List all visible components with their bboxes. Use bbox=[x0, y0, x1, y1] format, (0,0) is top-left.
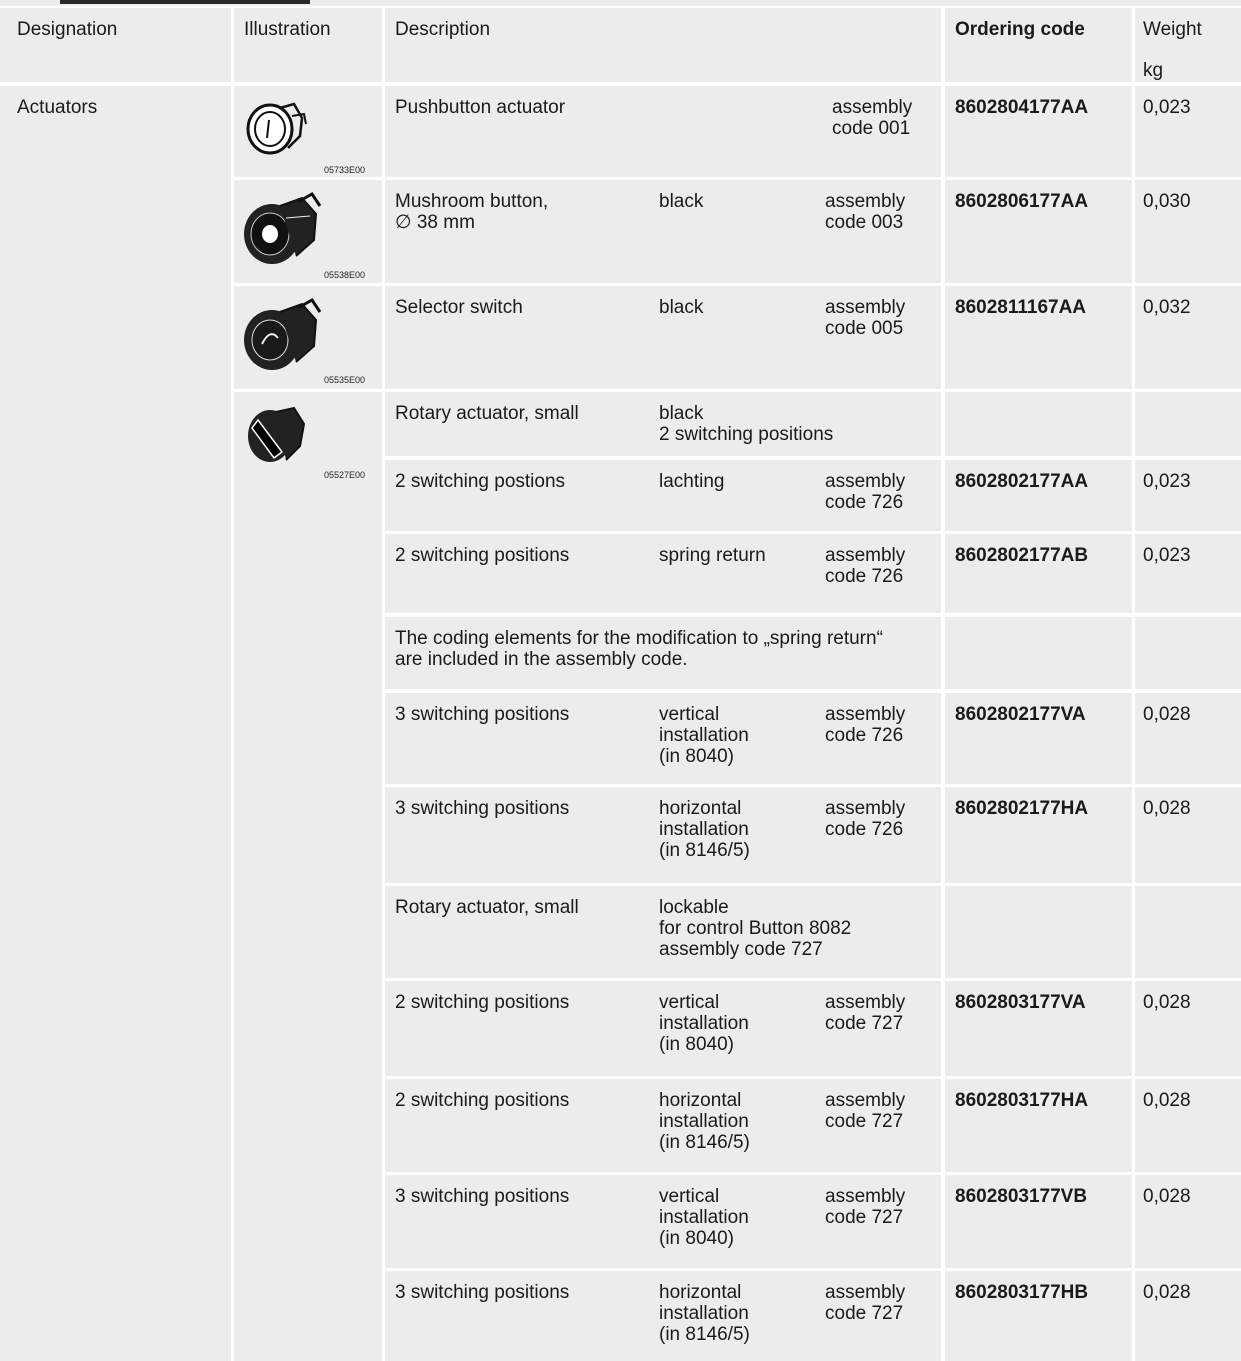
description-detail: spring return bbox=[659, 545, 766, 566]
description-name: 3 switching positions bbox=[395, 1282, 570, 1303]
description-cell bbox=[385, 886, 941, 978]
illustration-cell-rotary bbox=[234, 392, 382, 1361]
weight-cell bbox=[1135, 86, 1241, 177]
description-name: Rotary actuator, small bbox=[395, 897, 579, 918]
ordering-code: 8602806177AA bbox=[955, 191, 1089, 212]
ordering-code: 8602803177VB bbox=[955, 1186, 1088, 1207]
weight-cell bbox=[1135, 392, 1241, 456]
description-detail: black 2 switching positions bbox=[659, 403, 834, 445]
weight-value: 0,028 bbox=[1143, 1282, 1191, 1303]
section-title-bar bbox=[60, 0, 310, 4]
description-cell bbox=[385, 392, 941, 456]
ordering-code-cell bbox=[945, 1079, 1132, 1172]
ordering-code-cell bbox=[945, 86, 1132, 177]
weight-cell bbox=[1135, 534, 1241, 613]
weight-value: 0,028 bbox=[1143, 798, 1191, 819]
description-detail: lockable for control Button 8082 assembly code 727 bbox=[659, 897, 852, 960]
header-ordering-code-cell bbox=[945, 8, 1132, 82]
header-illustration: Illustration bbox=[244, 19, 331, 40]
section-designation: Actuators bbox=[17, 97, 98, 118]
description-detail: black bbox=[659, 297, 704, 318]
weight-cell bbox=[1135, 1271, 1241, 1361]
description-name: 3 switching positions bbox=[395, 1186, 570, 1207]
assembly-code: assembly code 726 bbox=[825, 704, 906, 746]
ordering-code-cell bbox=[945, 787, 1132, 883]
description-cell bbox=[385, 1175, 941, 1268]
assembly-code: assembly code 005 bbox=[825, 297, 906, 339]
description-cell bbox=[385, 1079, 941, 1172]
description-name: Rotary actuator, small bbox=[395, 403, 579, 424]
description-note: The coding elements for the modification to „spring return“ are included in the assembly code. bbox=[395, 628, 883, 670]
mushroom-button-illustration bbox=[240, 188, 324, 268]
ordering-code-cell bbox=[945, 286, 1132, 389]
ordering-code: 8602802177HA bbox=[955, 798, 1089, 819]
weight-cell bbox=[1135, 981, 1241, 1076]
description-cell bbox=[385, 86, 941, 177]
weight-cell bbox=[1135, 1175, 1241, 1268]
ordering-code: 8602802177AB bbox=[955, 545, 1089, 566]
header-weight-unit: kg bbox=[1143, 60, 1164, 81]
weight-cell bbox=[1135, 180, 1241, 283]
weight-cell bbox=[1135, 787, 1241, 883]
top-bar bbox=[0, 0, 1241, 6]
description-detail: horizontal installation (in 8146/5) bbox=[659, 798, 750, 861]
description-detail: black bbox=[659, 191, 704, 212]
description-detail: horizontal installation (in 8146/5) bbox=[659, 1090, 750, 1153]
description-name: 2 switching positions bbox=[395, 1090, 570, 1111]
description-name: 3 switching positions bbox=[395, 798, 570, 819]
description-name: Mushroom button, ∅ 38 mm bbox=[395, 191, 549, 233]
weight-value: 0,023 bbox=[1143, 97, 1191, 118]
pushbutton-illustration bbox=[242, 96, 312, 158]
weight-value: 0,032 bbox=[1143, 297, 1191, 318]
description-detail: horizontal installation (in 8146/5) bbox=[659, 1282, 750, 1345]
weight-cell bbox=[1135, 617, 1241, 689]
ordering-code: 8602804177AA bbox=[955, 97, 1089, 118]
ordering-code: 8602803177HA bbox=[955, 1090, 1089, 1111]
description-cell bbox=[385, 180, 941, 283]
assembly-code: assembly code 726 bbox=[825, 471, 906, 513]
assembly-code: assembly code 001 bbox=[832, 97, 913, 139]
description-name: 2 switching positions bbox=[395, 545, 570, 566]
weight-value: 0,030 bbox=[1143, 191, 1191, 212]
description-cell bbox=[385, 981, 941, 1076]
description-name: Selector switch bbox=[395, 297, 523, 318]
description-detail: vertical installation (in 8040) bbox=[659, 704, 749, 767]
ordering-code: 8602802177VA bbox=[955, 704, 1086, 725]
figure-code: 05733E00 bbox=[324, 165, 366, 175]
assembly-code: assembly code 727 bbox=[825, 992, 906, 1034]
ordering-code-cell bbox=[945, 180, 1132, 283]
header-weight: Weight bbox=[1143, 19, 1202, 40]
ordering-code: 8602803177HB bbox=[955, 1282, 1089, 1303]
figure-code: 05535E00 bbox=[324, 375, 366, 385]
ordering-code-cell bbox=[945, 534, 1132, 613]
header-designation-cell bbox=[0, 8, 231, 82]
assembly-code: assembly code 727 bbox=[825, 1090, 906, 1132]
weight-cell bbox=[1135, 286, 1241, 389]
assembly-code: assembly code 727 bbox=[825, 1282, 906, 1324]
description-cell bbox=[385, 534, 941, 613]
description-detail: vertical installation (in 8040) bbox=[659, 1186, 749, 1249]
header-designation: Designation bbox=[17, 19, 118, 40]
description-cell bbox=[385, 286, 941, 389]
designation-cell bbox=[0, 86, 231, 1361]
weight-cell bbox=[1135, 460, 1241, 531]
illustration-cell-selector bbox=[234, 286, 382, 389]
weight-value: 0,028 bbox=[1143, 992, 1191, 1013]
description-cell bbox=[385, 787, 941, 883]
description-cell bbox=[385, 460, 941, 531]
description-name: 3 switching positions bbox=[395, 704, 570, 725]
description-detail: vertical installation (in 8040) bbox=[659, 992, 749, 1055]
ordering-code-cell bbox=[945, 617, 1132, 689]
header-illustration-cell bbox=[234, 8, 382, 82]
description-detail: lachting bbox=[659, 471, 725, 492]
assembly-code: assembly code 726 bbox=[825, 798, 906, 840]
weight-cell bbox=[1135, 693, 1241, 784]
weight-cell bbox=[1135, 1079, 1241, 1172]
description-name: Pushbutton actuator bbox=[395, 97, 566, 118]
figure-code: 05527E00 bbox=[324, 470, 366, 480]
header-weight-cell bbox=[1135, 8, 1241, 82]
weight-value: 0,023 bbox=[1143, 545, 1191, 566]
ordering-code-cell bbox=[945, 1175, 1132, 1268]
ordering-code-cell bbox=[945, 886, 1132, 978]
description-name: 2 switching postions bbox=[395, 471, 566, 492]
ordering-code-cell bbox=[945, 1271, 1132, 1361]
weight-value: 0,028 bbox=[1143, 1186, 1191, 1207]
header-description-cell bbox=[385, 8, 941, 82]
illustration-cell-mushroom bbox=[234, 180, 382, 283]
assembly-code: assembly code 003 bbox=[825, 191, 906, 233]
ordering-code: 8602802177AA bbox=[955, 471, 1089, 492]
illustration-cell-pushbutton bbox=[234, 86, 382, 177]
header-ordering-code: Ordering code bbox=[955, 19, 1085, 40]
ordering-code-cell bbox=[945, 693, 1132, 784]
description-cell bbox=[385, 693, 941, 784]
ordering-code: 8602811167AA bbox=[955, 297, 1087, 318]
rotary-actuator-illustration bbox=[240, 402, 310, 470]
weight-value: 0,023 bbox=[1143, 471, 1191, 492]
ordering-code: 8602803177VA bbox=[955, 992, 1086, 1013]
assembly-code: assembly code 726 bbox=[825, 545, 906, 587]
header-description: Description bbox=[395, 19, 491, 40]
description-cell bbox=[385, 617, 941, 689]
ordering-code-cell bbox=[945, 460, 1132, 531]
ordering-code-cell bbox=[945, 392, 1132, 456]
selector-switch-illustration bbox=[240, 294, 324, 374]
description-cell bbox=[385, 1271, 941, 1361]
weight-cell bbox=[1135, 886, 1241, 978]
figure-code: 05538E00 bbox=[324, 270, 366, 280]
weight-value: 0,028 bbox=[1143, 704, 1191, 725]
assembly-code: assembly code 727 bbox=[825, 1186, 906, 1228]
ordering-code-cell bbox=[945, 981, 1132, 1076]
description-name: 2 switching positions bbox=[395, 992, 570, 1013]
weight-value: 0,028 bbox=[1143, 1090, 1191, 1111]
